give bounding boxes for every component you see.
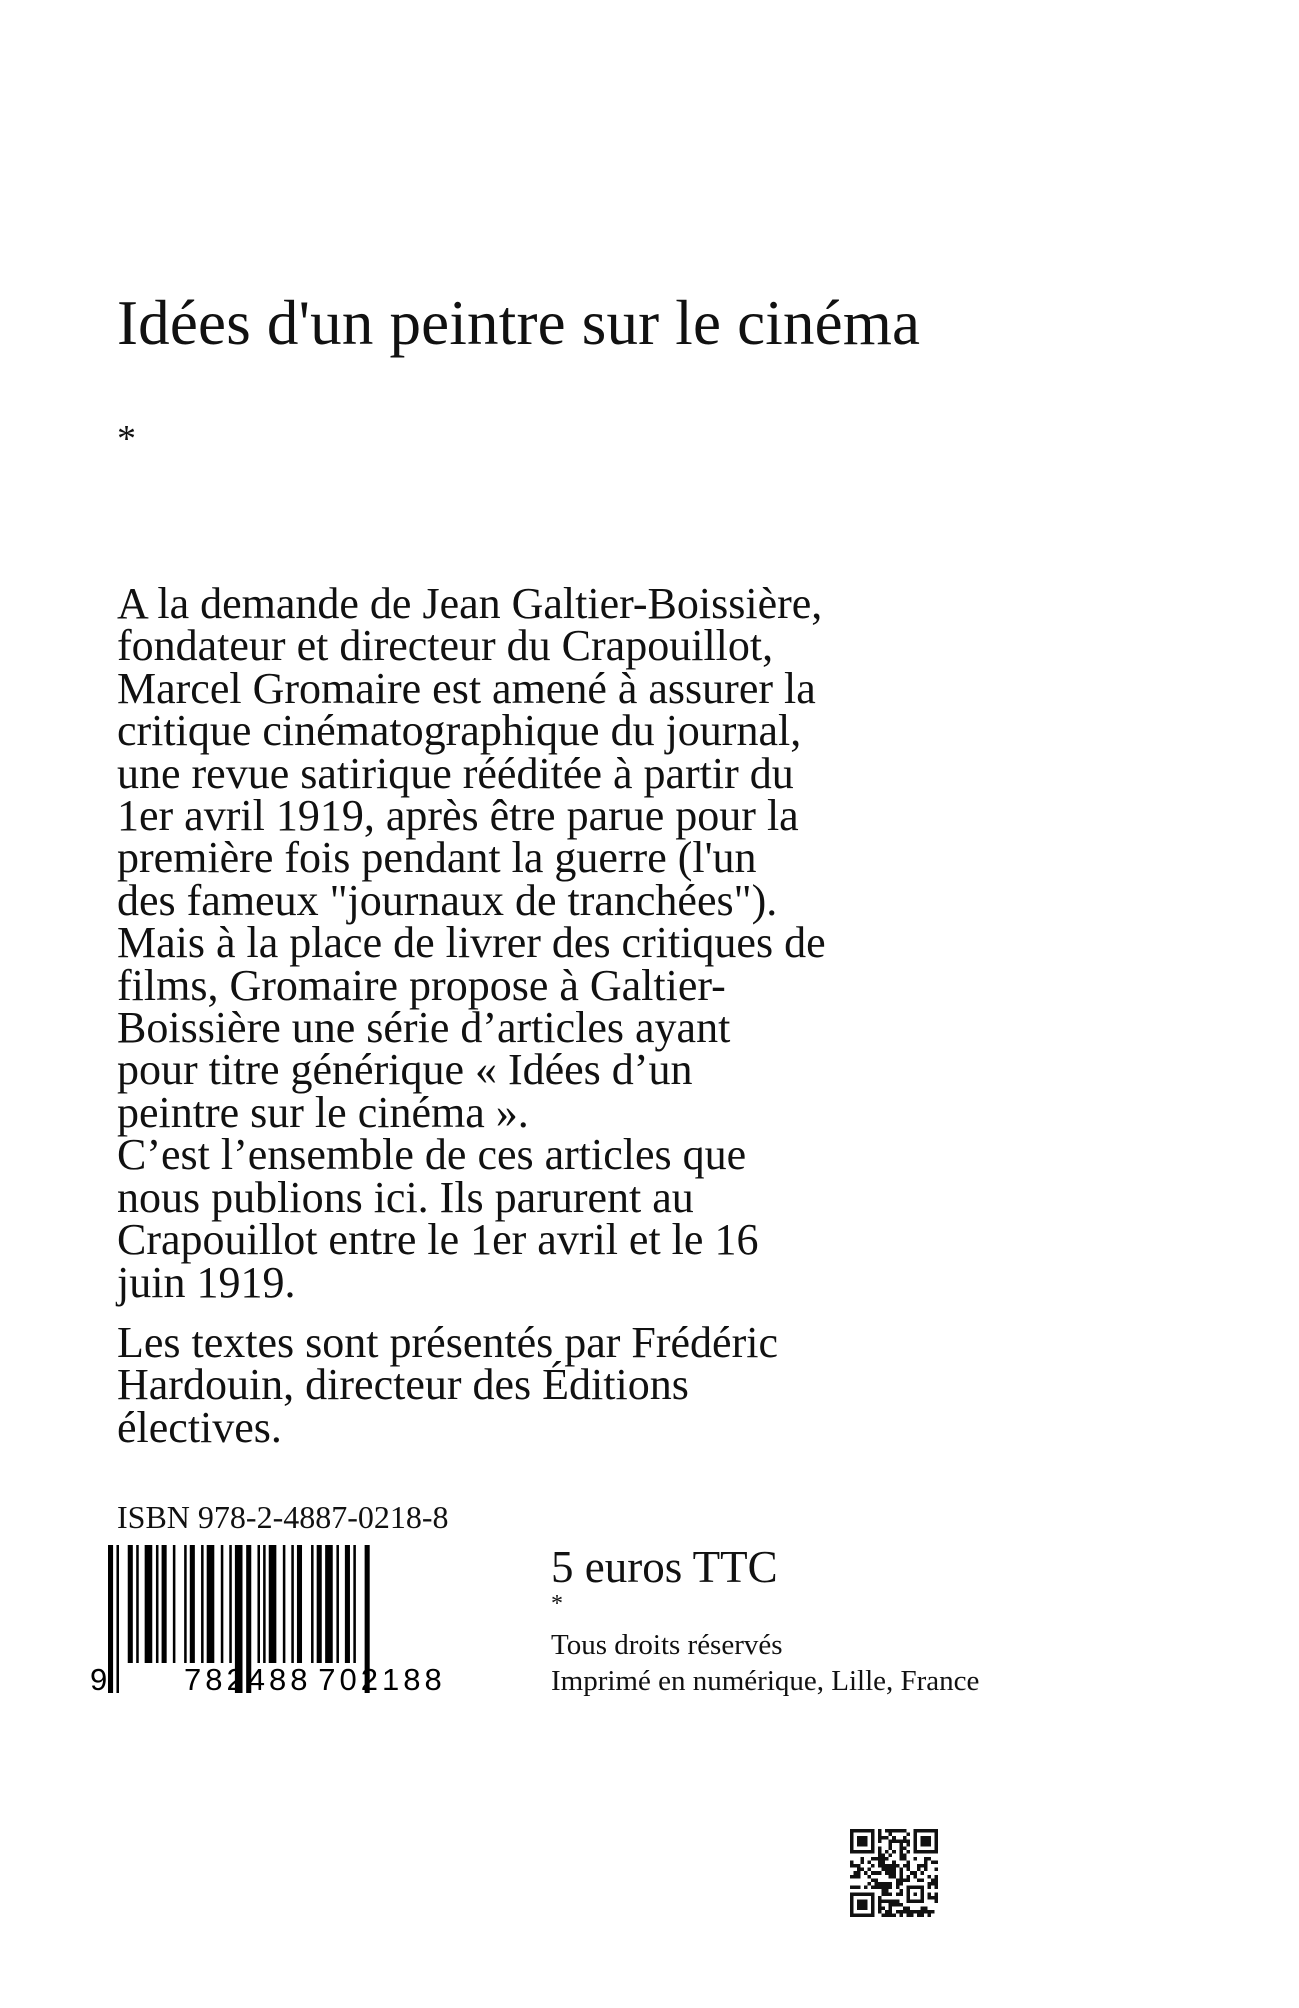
qr-module — [903, 1857, 907, 1861]
barcode-bar — [263, 1545, 266, 1663]
qr-module — [910, 1910, 914, 1914]
qr-module — [882, 1854, 886, 1858]
barcode-bar — [173, 1545, 176, 1663]
qr-module — [910, 1871, 914, 1875]
qr-module — [882, 1906, 886, 1910]
barcode-bar — [269, 1545, 277, 1663]
qr-module — [878, 1854, 882, 1858]
qr-module — [882, 1857, 886, 1861]
qr-module — [885, 1899, 889, 1903]
qr-module — [878, 1857, 882, 1861]
qr-module — [917, 1868, 921, 1872]
qr-module — [868, 1882, 872, 1886]
text-line: Hardouin, directeur des Éditions — [117, 1360, 689, 1410]
qr-module — [882, 1864, 886, 1868]
qr-module — [871, 1857, 875, 1861]
qr-module — [882, 1861, 886, 1865]
qr-module — [878, 1864, 882, 1868]
qr-module — [885, 1882, 889, 1886]
qr-module — [878, 1899, 882, 1903]
text-line: peintre sur le cinéma ». — [117, 1087, 529, 1137]
qr-module — [892, 1913, 896, 1917]
isbn-label: ISBN 978-2-4887-0218-8 — [117, 1499, 449, 1535]
qr-module — [882, 1913, 886, 1917]
qr-module — [875, 1878, 879, 1882]
qr-module — [896, 1903, 900, 1907]
barcode-bar — [297, 1545, 302, 1663]
qr-module — [920, 1913, 924, 1917]
qr-module — [850, 1864, 854, 1868]
qr-module — [850, 1913, 875, 1917]
qr-module — [899, 1868, 903, 1872]
qr-module — [906, 1840, 910, 1844]
qr-module — [903, 1836, 907, 1840]
qr-module — [878, 1840, 882, 1844]
qr-module — [896, 1882, 900, 1886]
qr-module — [861, 1861, 865, 1865]
qr-module — [854, 1871, 858, 1875]
qr-module — [903, 1854, 907, 1858]
qr-module — [878, 1885, 882, 1889]
qr-module — [889, 1868, 893, 1872]
presentation-paragraph — [117, 1318, 977, 1452]
qr-module — [934, 1896, 938, 1900]
qr-module — [906, 1910, 910, 1914]
qr-module — [899, 1854, 903, 1858]
qr-module — [882, 1885, 886, 1889]
qr-module — [917, 1878, 921, 1882]
barcode-bar — [184, 1545, 187, 1663]
qr-module — [850, 1861, 854, 1865]
qr-module — [854, 1864, 858, 1868]
qr-module — [913, 1910, 917, 1914]
qr-module — [889, 1882, 893, 1886]
text-line: nous publions ici. Ils parurent au — [117, 1172, 694, 1222]
barcode-bar — [283, 1545, 286, 1663]
text-line: Boissière une série d’articles ayant — [117, 1003, 731, 1053]
rights-block — [551, 1627, 979, 1699]
qr-module — [934, 1861, 938, 1865]
qr-module — [889, 1833, 893, 1837]
text-line: critique cinématographique du journal, — [117, 706, 802, 756]
qr-module — [913, 1829, 938, 1833]
qr-module — [882, 1868, 886, 1872]
barcode-bar — [311, 1545, 314, 1663]
printing-line: Imprimé en numérique, Lille, France — [551, 1665, 980, 1697]
book-title: Idées d'un peintre sur le cinéma — [117, 288, 921, 358]
qr-module — [889, 1854, 893, 1858]
qr-module — [889, 1864, 893, 1868]
qr-module — [854, 1885, 858, 1889]
qr-module — [903, 1910, 907, 1914]
qr-module — [934, 1882, 938, 1886]
barcode-bar — [145, 1545, 153, 1663]
qr-module — [920, 1878, 924, 1882]
barcode-bar — [257, 1545, 260, 1663]
text-line: Marcel Gromaire est amené à assurer la — [117, 663, 816, 713]
qr-module — [871, 1871, 875, 1875]
qr-module — [931, 1896, 935, 1900]
qr-module — [896, 1829, 900, 1833]
qr-module — [931, 1861, 935, 1865]
barcode-digits-right: 702188 — [318, 1662, 446, 1694]
qr-module — [885, 1913, 889, 1917]
qr-module — [934, 1885, 938, 1889]
barcode-bar — [128, 1545, 133, 1663]
barcode-bar — [116, 1545, 119, 1693]
text-line: Les textes sont présentés par Frédéric — [117, 1318, 778, 1367]
qr-module — [875, 1871, 879, 1875]
rights-line: Tous droits réservés — [551, 1629, 783, 1661]
qr-module — [899, 1843, 903, 1847]
qr-module — [850, 1850, 875, 1854]
qr-module — [903, 1878, 907, 1882]
qr-module — [878, 1882, 882, 1886]
qr-module — [878, 1850, 882, 1854]
text-line: première fois pendant la guerre (l'un — [117, 833, 757, 883]
text-line: fondateur et directeur du Crapouillot, — [117, 621, 774, 671]
qr-module — [889, 1906, 893, 1910]
qr-module — [913, 1857, 917, 1861]
qr-module — [889, 1829, 893, 1833]
qr-module — [892, 1899, 896, 1903]
qr-module — [871, 1892, 875, 1917]
qr-module — [878, 1871, 882, 1875]
qr-module — [885, 1829, 889, 1833]
qr-module — [896, 1910, 900, 1914]
barcode-bar — [229, 1545, 232, 1663]
qr-module — [899, 1857, 903, 1861]
qr-module — [885, 1889, 889, 1893]
qr-module — [875, 1857, 879, 1861]
qr-module — [892, 1871, 896, 1875]
barcode-bar — [190, 1545, 195, 1663]
qr-module — [903, 1847, 907, 1851]
qr-module — [903, 1864, 907, 1868]
qr-module — [899, 1889, 903, 1893]
qr-module — [889, 1913, 893, 1917]
separator-asterisk: * — [551, 1591, 563, 1617]
qr-module — [878, 1910, 882, 1914]
qr-module — [903, 1829, 907, 1833]
qr-module — [896, 1878, 900, 1882]
qr-module — [920, 1885, 924, 1903]
barcode-bar — [325, 1545, 333, 1663]
separator-asterisk: * — [117, 418, 136, 460]
qr-module — [882, 1892, 886, 1896]
qr-module — [920, 1836, 931, 1847]
qr-module — [850, 1829, 854, 1854]
qr-module — [917, 1910, 921, 1914]
qr-module — [878, 1896, 882, 1900]
qr-module — [903, 1906, 907, 1910]
qr-module — [927, 1882, 931, 1886]
barcode — [80, 1541, 490, 1694]
qr-module — [885, 1857, 889, 1861]
qr-module — [875, 1882, 879, 1886]
qr-module — [899, 1913, 903, 1917]
qr-module — [892, 1836, 896, 1840]
qr-module — [906, 1913, 910, 1917]
qr-module — [885, 1864, 889, 1868]
barcode-bar — [136, 1545, 139, 1663]
barcode-bar — [201, 1545, 204, 1663]
text-line: Crapouillot entre le 1er avril et le 16 — [117, 1215, 759, 1265]
qr-module — [934, 1892, 938, 1896]
qr-module — [913, 1850, 938, 1854]
qr-module — [892, 1903, 896, 1907]
qr-module — [920, 1906, 924, 1910]
qr-module — [857, 1836, 868, 1847]
qr-module — [861, 1857, 865, 1861]
qr-module — [882, 1899, 886, 1903]
qr-module — [878, 1903, 882, 1907]
text-line: une revue satirique rééditée à partir du — [117, 748, 794, 798]
qr-module — [885, 1892, 889, 1896]
barcode-bar — [221, 1545, 224, 1663]
qr-module — [850, 1892, 854, 1917]
qr-module — [931, 1910, 935, 1914]
qr-module — [892, 1861, 896, 1865]
qr-module — [927, 1913, 931, 1917]
qr-module — [906, 1861, 910, 1865]
barcode-bar — [345, 1545, 350, 1663]
qr-module — [924, 1868, 928, 1872]
qr-module — [864, 1885, 868, 1889]
text-line: 1er avril 1919, après être parue pour la — [117, 791, 799, 841]
qr-module — [913, 1875, 917, 1879]
qr-module — [857, 1885, 861, 1889]
qr-module — [885, 1910, 889, 1914]
qr-module — [868, 1861, 872, 1865]
qr-module — [931, 1882, 935, 1886]
qr-module — [924, 1864, 928, 1868]
qr-module — [899, 1910, 903, 1914]
text-line: pour titre générique « Idées d’un — [117, 1045, 693, 1095]
qr-module — [889, 1871, 893, 1875]
qr-module — [871, 1885, 875, 1889]
qr-module — [850, 1875, 854, 1879]
qr-module — [927, 1857, 931, 1861]
qr-module — [924, 1910, 928, 1914]
qr-module — [875, 1885, 879, 1889]
qr-module — [927, 1892, 931, 1896]
barcode-bar — [291, 1545, 294, 1663]
qr-module — [882, 1836, 886, 1840]
qr-module — [857, 1875, 861, 1879]
qr-module — [850, 1829, 875, 1833]
qr-module — [871, 1864, 875, 1868]
text-line: des fameux "journaux de tranchées"). — [117, 875, 778, 925]
barcode-bar — [156, 1545, 159, 1663]
qr-module — [882, 1889, 886, 1893]
qr-module — [927, 1896, 931, 1900]
qr-module — [917, 1864, 921, 1868]
qr-module — [906, 1833, 910, 1837]
qr-module — [854, 1875, 858, 1879]
qr-module — [892, 1840, 896, 1844]
qr-module — [906, 1875, 910, 1879]
qr-module — [899, 1829, 903, 1833]
price-label: 5 euros TTC — [551, 1542, 778, 1592]
qr-module — [913, 1871, 917, 1875]
qr-module — [899, 1840, 903, 1844]
qr-module — [892, 1850, 896, 1854]
text-line: électives. — [117, 1402, 282, 1452]
qr-module — [892, 1875, 896, 1879]
qr-module — [889, 1847, 893, 1851]
qr-module — [934, 1875, 938, 1879]
qr-module — [913, 1829, 917, 1854]
qr-module — [906, 1885, 910, 1903]
qr-module — [906, 1850, 910, 1854]
barcode-bar — [317, 1545, 322, 1663]
qr-module — [906, 1868, 910, 1872]
qr-module — [899, 1875, 903, 1879]
qr-module — [857, 1868, 861, 1872]
qr-module — [889, 1840, 893, 1844]
qr-module — [896, 1840, 900, 1844]
qr-module — [899, 1847, 903, 1851]
barcode-bar — [336, 1545, 339, 1663]
qr-module — [878, 1836, 882, 1840]
qr-module — [885, 1836, 889, 1840]
qr-module — [878, 1847, 882, 1851]
qr-module — [924, 1906, 928, 1910]
qr-module — [868, 1868, 872, 1872]
qr-module — [892, 1829, 896, 1833]
qr-module — [899, 1878, 903, 1882]
text-line: Mais à la place de livrer des critiques de — [117, 918, 826, 968]
qr-module — [889, 1892, 893, 1896]
qr-module — [850, 1885, 854, 1889]
qr-module — [864, 1871, 868, 1875]
qr-module — [889, 1875, 893, 1879]
qr-module — [892, 1864, 896, 1868]
qr-module — [871, 1878, 875, 1882]
qr-module — [931, 1878, 935, 1882]
qr-module — [934, 1868, 938, 1872]
qr-module — [927, 1910, 931, 1914]
qr-module — [850, 1892, 875, 1896]
qr-module — [889, 1910, 893, 1914]
qr-module — [871, 1829, 875, 1854]
qr-module — [927, 1885, 931, 1889]
qr-module — [920, 1864, 924, 1868]
text-line: C’est l’ensemble de ces articles que — [117, 1130, 747, 1180]
qr-module — [920, 1910, 924, 1914]
qr-module — [913, 1892, 917, 1896]
description-paragraph — [117, 579, 977, 1307]
qr-module — [861, 1868, 865, 1872]
qr-module — [899, 1882, 903, 1886]
qr-module — [896, 1885, 900, 1889]
qr-module — [906, 1878, 910, 1882]
qr-module — [910, 1913, 914, 1917]
qr-module — [934, 1899, 938, 1903]
qr-module — [889, 1885, 893, 1889]
qr-module — [924, 1861, 928, 1865]
barcode-bar — [108, 1545, 113, 1693]
qr-module — [892, 1868, 896, 1872]
qr-module — [899, 1892, 903, 1896]
qr-module — [896, 1864, 900, 1868]
barcode-bar — [162, 1545, 167, 1663]
qr-module — [885, 1868, 889, 1872]
qr-module — [906, 1843, 910, 1847]
qr-module — [896, 1892, 900, 1896]
text-line: films, Gromaire propose à Galtier- — [117, 960, 726, 1010]
qr-module — [878, 1861, 882, 1865]
qr-module — [878, 1829, 882, 1833]
qr-code-icon — [850, 1829, 938, 1917]
qr-module — [899, 1850, 903, 1854]
qr-module — [899, 1903, 903, 1907]
qr-module — [896, 1899, 900, 1903]
text-line: juin 1919. — [117, 1257, 296, 1307]
qr-module — [857, 1871, 861, 1875]
qr-module — [885, 1871, 889, 1875]
qr-module — [889, 1843, 893, 1847]
qr-module — [878, 1833, 882, 1837]
text-line: A la demande de Jean Galtier-Boissière, — [117, 579, 823, 628]
barcode-bar — [207, 1545, 215, 1663]
qr-module — [857, 1899, 868, 1910]
barcode-digit-first: 9 — [90, 1662, 108, 1694]
qr-module — [906, 1906, 910, 1910]
qr-module — [885, 1885, 889, 1889]
qr-module — [920, 1871, 924, 1875]
qr-module — [927, 1875, 931, 1879]
qr-module — [934, 1829, 938, 1854]
qr-module — [924, 1857, 928, 1861]
qr-module — [878, 1906, 882, 1910]
qr-module — [934, 1878, 938, 1882]
qr-module — [917, 1913, 921, 1917]
qr-module — [903, 1840, 907, 1844]
qr-module — [882, 1882, 886, 1886]
qr-module — [868, 1875, 872, 1879]
barcode-digits-left: 782488 — [184, 1662, 312, 1694]
qr-module — [889, 1899, 893, 1903]
qr-module — [889, 1903, 893, 1907]
qr-module — [899, 1871, 903, 1875]
barcode-bar — [353, 1545, 356, 1663]
qr-module — [885, 1850, 889, 1854]
qr-module — [906, 1864, 910, 1868]
qr-module — [857, 1864, 861, 1868]
